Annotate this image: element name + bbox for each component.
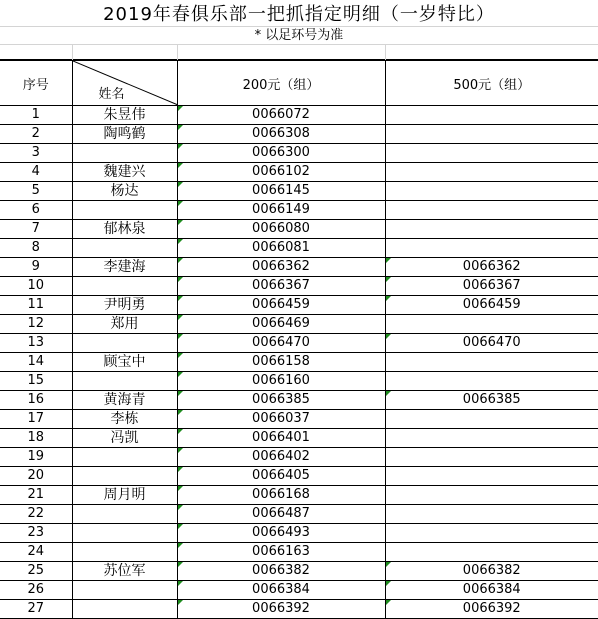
- cell-500[interactable]: 0066384: [385, 581, 598, 600]
- table-row: [0, 106, 598, 125]
- cell-seq[interactable]: 11: [0, 296, 72, 315]
- table-row: [0, 163, 598, 182]
- cell-500[interactable]: 0066470: [385, 334, 598, 353]
- cell-500[interactable]: [385, 201, 598, 220]
- cell-200[interactable]: 0066470: [177, 334, 385, 353]
- cell-200[interactable]: 0066080: [177, 220, 385, 239]
- cell-seq[interactable]: 10: [0, 277, 72, 296]
- header-200: 200元（组）: [177, 61, 385, 106]
- cell-seq[interactable]: 14: [0, 353, 72, 372]
- cell-200[interactable]: 0066308: [177, 125, 385, 144]
- cell-200[interactable]: 0066367: [177, 277, 385, 296]
- cell-seq[interactable]: 7: [0, 220, 72, 239]
- cell-name[interactable]: [72, 600, 177, 619]
- table-row: [0, 182, 598, 201]
- table-row: [0, 448, 598, 467]
- table-row: [0, 277, 598, 296]
- cell-500[interactable]: 0066362: [385, 258, 598, 277]
- cell-200[interactable]: 0066459: [177, 296, 385, 315]
- cell-500[interactable]: [385, 524, 598, 543]
- cell-500[interactable]: 0066392: [385, 600, 598, 619]
- table-row: [0, 258, 598, 277]
- table-row: [0, 524, 598, 543]
- cell-name[interactable]: [72, 505, 177, 524]
- cell-name[interactable]: 朱昱伟: [72, 106, 177, 125]
- table-row: [0, 391, 598, 410]
- cell-500[interactable]: 0066385: [385, 391, 598, 410]
- cell-name[interactable]: [72, 448, 177, 467]
- cell-500[interactable]: [385, 543, 598, 562]
- spacer-row: [0, 45, 598, 60]
- cell-seq[interactable]: 13: [0, 334, 72, 353]
- table-row: [0, 296, 598, 315]
- cell-500[interactable]: [385, 372, 598, 391]
- cell-seq[interactable]: 5: [0, 182, 72, 201]
- table-row: [0, 429, 598, 448]
- cell-200[interactable]: 0066037: [177, 410, 385, 429]
- cell-500[interactable]: [385, 315, 598, 334]
- spacer-divider: [385, 45, 386, 60]
- cell-500[interactable]: [385, 163, 598, 182]
- cell-name[interactable]: 顾宝中: [72, 353, 177, 372]
- table-row: [0, 581, 598, 600]
- cell-seq[interactable]: 23: [0, 524, 72, 543]
- cell-name[interactable]: 郑用: [72, 315, 177, 334]
- cell-name[interactable]: 杨达: [72, 182, 177, 201]
- cell-500[interactable]: [385, 505, 598, 524]
- cell-name[interactable]: [72, 334, 177, 353]
- detail-table: [0, 60, 598, 619]
- cell-name[interactable]: 苏位军: [72, 562, 177, 581]
- cell-500[interactable]: [385, 353, 598, 372]
- header-row: [0, 61, 598, 106]
- cell-name[interactable]: [72, 144, 177, 163]
- cell-name[interactable]: [72, 277, 177, 296]
- header-name: 姓名: [98, 87, 125, 102]
- table-row: [0, 144, 598, 163]
- cell-200[interactable]: 0066168: [177, 486, 385, 505]
- table-row: [0, 372, 598, 391]
- header-seq: 序号: [0, 61, 72, 106]
- cell-seq[interactable]: 24: [0, 543, 72, 562]
- cell-name[interactable]: 李建海: [72, 258, 177, 277]
- header-name-diagonal: [72, 61, 177, 106]
- cell-name[interactable]: [72, 524, 177, 543]
- cell-200[interactable]: 0066469: [177, 315, 385, 334]
- table-row: [0, 239, 598, 258]
- table-row: [0, 505, 598, 524]
- cell-500[interactable]: [385, 448, 598, 467]
- cell-name[interactable]: 尹明勇: [72, 296, 177, 315]
- cell-500[interactable]: [385, 429, 598, 448]
- sheet-title: 2019年春俱乐部一把抓指定明细（一岁特比）: [0, 0, 598, 27]
- cell-500[interactable]: [385, 239, 598, 258]
- cell-seq[interactable]: 18: [0, 429, 72, 448]
- cell-200[interactable]: 0066392: [177, 600, 385, 619]
- cell-200[interactable]: 0066158: [177, 353, 385, 372]
- cell-200[interactable]: 0066493: [177, 524, 385, 543]
- cell-500[interactable]: [385, 410, 598, 429]
- cell-seq[interactable]: 20: [0, 467, 72, 486]
- cell-seq[interactable]: 17: [0, 410, 72, 429]
- cell-name[interactable]: 冯凯: [72, 429, 177, 448]
- cell-name[interactable]: [72, 372, 177, 391]
- cell-seq[interactable]: 8: [0, 239, 72, 258]
- cell-200[interactable]: 0066382: [177, 562, 385, 581]
- cell-name[interactable]: 魏建兴: [72, 163, 177, 182]
- cell-seq[interactable]: 2: [0, 125, 72, 144]
- table-row: [0, 410, 598, 429]
- cell-name[interactable]: [72, 543, 177, 562]
- cell-seq[interactable]: 12: [0, 315, 72, 334]
- cell-name[interactable]: 郁林泉: [72, 220, 177, 239]
- cell-seq[interactable]: 25: [0, 562, 72, 581]
- cell-200[interactable]: 0066072: [177, 106, 385, 125]
- cell-seq[interactable]: 1: [0, 106, 72, 125]
- cell-200[interactable]: 0066160: [177, 372, 385, 391]
- cell-200[interactable]: 0066102: [177, 163, 385, 182]
- cell-200[interactable]: 0066362: [177, 258, 385, 277]
- cell-seq[interactable]: 19: [0, 448, 72, 467]
- sheet-note: * 以足环号为准: [0, 27, 598, 45]
- cell-seq[interactable]: 16: [0, 391, 72, 410]
- cell-200[interactable]: 0066402: [177, 448, 385, 467]
- cell-200[interactable]: 0066401: [177, 429, 385, 448]
- cell-name[interactable]: 陶鸣鹤: [72, 125, 177, 144]
- cell-name[interactable]: [72, 581, 177, 600]
- cell-500[interactable]: 0066367: [385, 277, 598, 296]
- table-row: [0, 201, 598, 220]
- cell-name[interactable]: 黄海青: [72, 391, 177, 410]
- cell-500[interactable]: 0066382: [385, 562, 598, 581]
- cell-name[interactable]: [72, 467, 177, 486]
- cell-500[interactable]: [385, 220, 598, 239]
- cell-name[interactable]: 周月明: [72, 486, 177, 505]
- cell-seq[interactable]: 26: [0, 581, 72, 600]
- cell-name[interactable]: 李栋: [72, 410, 177, 429]
- table-row: [0, 600, 598, 619]
- spacer-divider: [177, 45, 178, 60]
- cell-seq[interactable]: 3: [0, 144, 72, 163]
- cell-500[interactable]: [385, 486, 598, 505]
- header-500: 500元（组）: [385, 61, 598, 106]
- cell-200[interactable]: 0066487: [177, 505, 385, 524]
- cell-500[interactable]: [385, 467, 598, 486]
- cell-200[interactable]: 0066405: [177, 467, 385, 486]
- cell-200[interactable]: 0066300: [177, 144, 385, 163]
- cell-200[interactable]: 0066385: [177, 391, 385, 410]
- cell-200[interactable]: 0066149: [177, 201, 385, 220]
- table-row: [0, 562, 598, 581]
- table-row: [0, 543, 598, 562]
- table-row: [0, 486, 598, 505]
- cell-500[interactable]: [385, 144, 598, 163]
- cell-500[interactable]: [385, 125, 598, 144]
- cell-seq[interactable]: 4: [0, 163, 72, 182]
- cell-seq[interactable]: 6: [0, 201, 72, 220]
- cell-name[interactable]: [72, 201, 177, 220]
- cell-seq[interactable]: 9: [0, 258, 72, 277]
- table-row: [0, 125, 598, 144]
- cell-seq[interactable]: 27: [0, 600, 72, 619]
- table-row: [0, 353, 598, 372]
- cell-seq[interactable]: 21: [0, 486, 72, 505]
- cell-200[interactable]: 0066384: [177, 581, 385, 600]
- cell-seq[interactable]: 15: [0, 372, 72, 391]
- table-row: [0, 220, 598, 239]
- cell-200[interactable]: 0066145: [177, 182, 385, 201]
- cell-500[interactable]: 0066459: [385, 296, 598, 315]
- cell-200[interactable]: 0066081: [177, 239, 385, 258]
- cell-200[interactable]: 0066163: [177, 543, 385, 562]
- cell-name[interactable]: [72, 239, 177, 258]
- table-row: [0, 467, 598, 486]
- table-row: [0, 334, 598, 353]
- table-row: [0, 315, 598, 334]
- cell-seq[interactable]: 22: [0, 505, 72, 524]
- spacer-divider: [72, 45, 73, 60]
- cell-500[interactable]: [385, 106, 598, 125]
- cell-500[interactable]: [385, 182, 598, 201]
